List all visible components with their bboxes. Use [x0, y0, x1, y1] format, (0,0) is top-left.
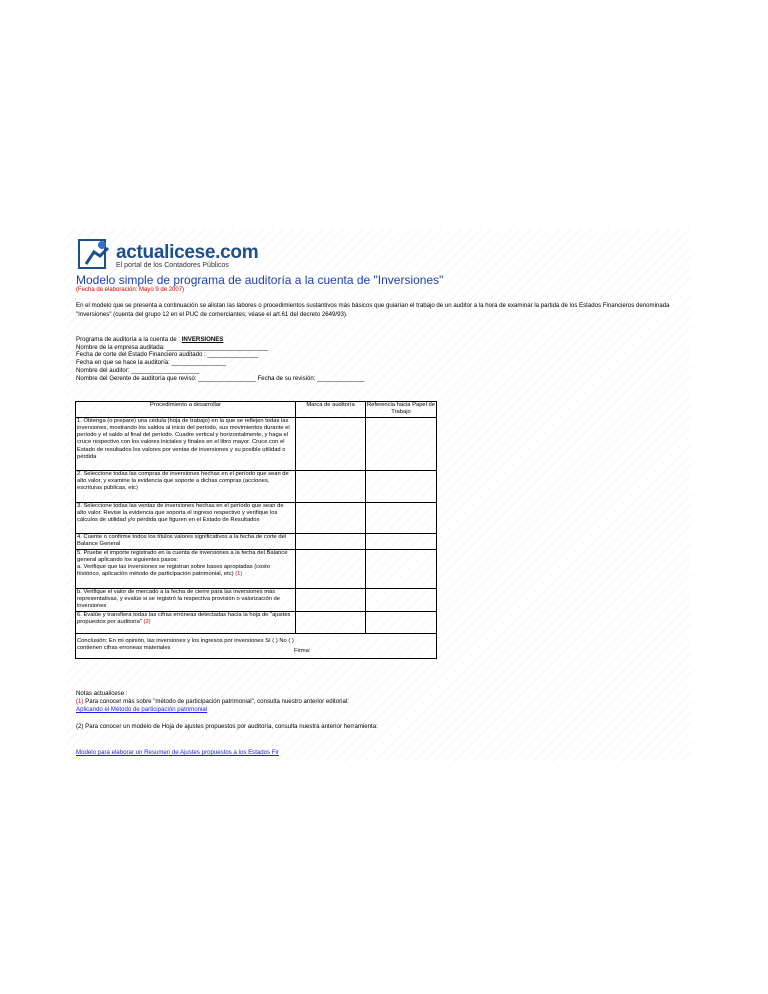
procedure-cell: b. Verifique el valor de mercado a la fecha de cierre para las inversiones más representativas, y evalúe si se registró la respectiva provisión o valorización de inversiones	[76, 588, 296, 611]
note-2-text: Para conocer un modelo de Hoja de ajustes propuestos por auditoría, consulta nuestra anterior herramienta:	[83, 723, 378, 730]
notes-heading: Notas actualicese :	[76, 690, 128, 697]
procedure-text: 5. Pruebe el importe registrado en la cuenta de inversiones a la fecha del Balance general aplicando los siguientes pasos:	[77, 549, 288, 563]
reference-cell[interactable]	[366, 417, 437, 470]
intro-paragraph: En el modelo que se presenta a continuación se alistan las labores o procedimientos sustantivos más básicos que guiarían el trabajo de un auditor a la hora de examinar la partida de los Estados Financieros denominada "Inversiones" (cuenta del grupo 12 en el PUC de comerciantes; véase el art.61 del decreto 2649/93).	[76, 302, 670, 318]
audit-fields	[76, 336, 365, 382]
table-row	[76, 502, 437, 533]
audit-date-field: Fecha en que se hace la auditoría: ________________	[76, 359, 226, 367]
table-row	[76, 470, 437, 502]
conclusion-cell	[76, 633, 437, 658]
procedure-cell: 2. Seleccione todas las compras de inversiones hechas en el período que sean de alto valor, y examine la evidencia que soporte a dichas compras (acciones, escrituras públicas, etc)	[76, 470, 296, 502]
notes-section	[76, 690, 378, 757]
logo-tagline: El portal de los Contadores Públicos	[116, 262, 229, 269]
program-field	[76, 336, 365, 344]
note-1-marker: (1)	[76, 698, 84, 705]
procedure-header: Procedimiento a desarrollar	[76, 402, 296, 418]
table-row	[76, 533, 437, 549]
mark-cell[interactable]	[296, 588, 366, 611]
table-row	[76, 588, 437, 611]
procedure-cell	[76, 549, 296, 588]
table-row	[76, 549, 437, 588]
reference-cell[interactable]	[366, 611, 437, 633]
mark-cell[interactable]	[296, 470, 366, 502]
document-title: Modelo simple de programa de auditoría a la cuenta de "Inversiones"	[76, 273, 444, 287]
table-row	[76, 417, 437, 470]
footnote-marker: (1)	[233, 571, 243, 578]
procedure-text: 6. Evalúe y transfiera todas las cifras erróneas detectadas hacia la hoja de "ajustes propuestos por auditoría"	[77, 611, 291, 625]
conclusion-row	[76, 633, 437, 658]
mark-cell[interactable]	[296, 417, 366, 470]
procedures-table	[75, 401, 437, 659]
signature-label: Firma:	[294, 647, 311, 654]
auditor-field: Nombre del auditor: ____________________	[76, 366, 199, 374]
mark-cell[interactable]	[296, 549, 366, 588]
company-field: Nombre de la empresa auditada: ______________________________	[76, 343, 269, 351]
reviewer-field: Nombre del Gerente de auditoría que revisó: _________________ Fecha de su revisión: ______________	[76, 374, 365, 382]
mark-cell[interactable]	[296, 611, 366, 633]
procedure-cell	[76, 611, 296, 633]
procedure-cell: 4. Cuente o confirme todos los títulos valores significativos a la fecha de corte del Balance General	[76, 533, 296, 549]
note-1-link[interactable]: Aplicando el Método de participación patrimonial	[76, 706, 208, 713]
reference-cell[interactable]	[366, 588, 437, 611]
reference-cell[interactable]	[366, 502, 437, 533]
reference-cell[interactable]	[366, 470, 437, 502]
reference-header: Referencia hacia Papel de Trabajo	[367, 402, 435, 416]
table-header-row	[76, 402, 437, 418]
note-2-link[interactable]: Modelo para elaborar un Resumen de Ajustes propuestos a los Estados Fir	[76, 749, 279, 756]
document-date: (Fecha de elaboración: Mayo 9 de 2007)	[76, 287, 185, 293]
procedure-subtext: a. Verifique que las inversiones se registran sobre bases apropiadas (costo histórico, aplicación método de participación patrimonial, etc)	[77, 564, 271, 578]
table-row	[76, 611, 437, 633]
program-label: Programa de auditoría a la cuenta de :	[76, 336, 180, 343]
logo-figure-icon	[78, 238, 112, 270]
footnote-marker: (2)	[141, 618, 151, 625]
mark-cell[interactable]	[296, 533, 366, 549]
conclusion-text: Conclusión: En mi opinión, las inversiones y los ingresos por inversiones Sí ( ) No ( ) contienen cifras erroneas materiales	[77, 637, 294, 651]
note-2-marker: (2)	[76, 723, 84, 730]
cutoff-field: Fecha de corte del Estado Financiero auditado : _______________	[76, 351, 259, 359]
program-value: INVERSIONES	[181, 336, 224, 343]
mark-header: Marca de auditoría	[296, 402, 366, 418]
mark-cell[interactable]	[296, 502, 366, 533]
reference-cell[interactable]	[366, 533, 437, 549]
procedure-cell: 3. Seleccione todas las ventas de inversiones hechas en el período que sean de alto valor. Revise la evidencia que soporta el ingreso respectivo y verifique los cálculos de utilidad y/o pérdida que figuren en el Estado de Resultados	[76, 502, 296, 533]
reference-cell[interactable]	[366, 549, 437, 588]
note-1-text: Para conocer más sobre "método de participación patrimonial", consulta nuestro anterior editorial:	[83, 698, 349, 705]
note-2	[76, 723, 378, 731]
procedure-cell: 1. Obtenga (o prepare) una cédula (hoja de trabajo) en la que se reflejen todas las inversiones, mostrando los saldos al inicio del período, sus movimientos durante el período y el saldo al final del período. Cuadre vertical y horizontalmente, y haga el cruce respectivo con los valores iniciales y finales en el libro mayor. Cruce con el Estado de resultados los valores por ventas de inversiones y su posible utilidad o pérdida	[76, 417, 296, 470]
note-1	[76, 698, 378, 706]
logo-wordmark: actualicese.com	[116, 242, 259, 263]
